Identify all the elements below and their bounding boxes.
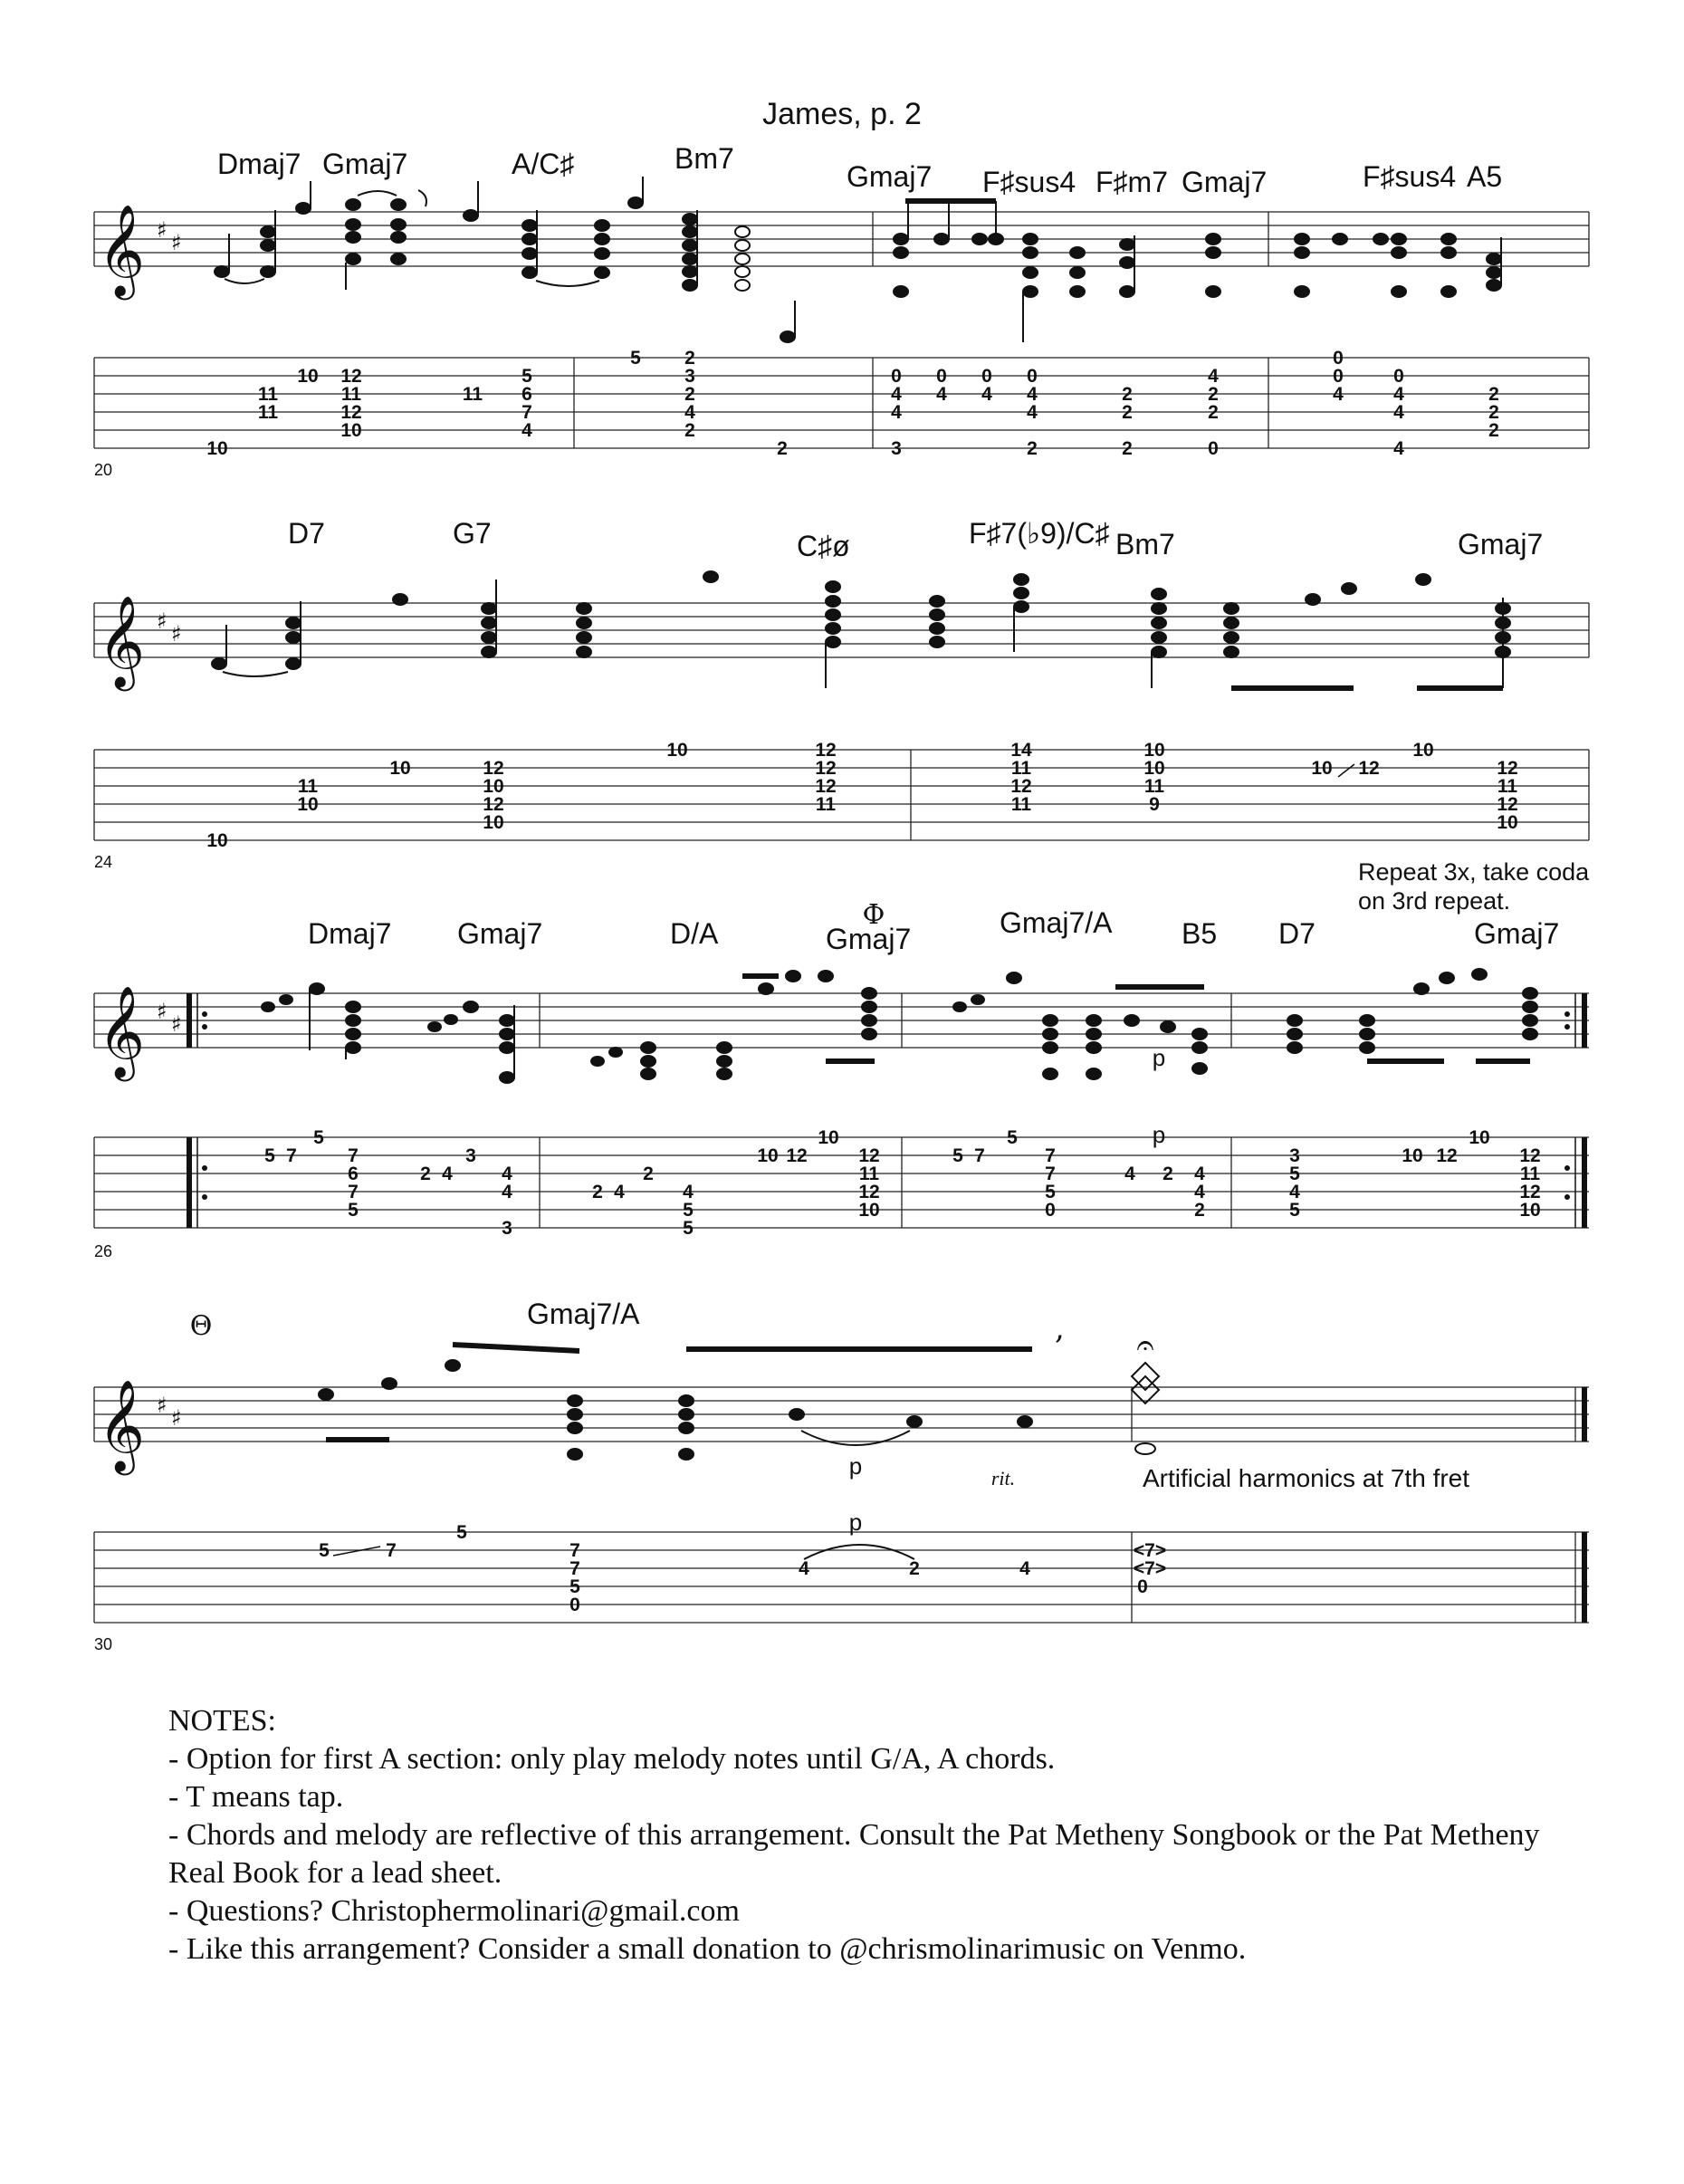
tab-fret-number: 5 xyxy=(1045,1182,1056,1202)
measure-number: 20 xyxy=(94,461,113,479)
tab-fret-number: 2 xyxy=(1488,402,1499,423)
treble-clef-icon: 𝄞 xyxy=(98,1378,146,1471)
tab-fret-number: 7 xyxy=(1045,1164,1056,1184)
tab-fret-number: 2 xyxy=(1208,402,1219,423)
tab-fret-number: 12 xyxy=(815,776,837,797)
tab-fret-number: 0 xyxy=(1208,438,1219,459)
tab-fret-number: 5 xyxy=(1289,1164,1300,1184)
tab-fret-number: 4 xyxy=(684,402,695,423)
pull-off-mark: p xyxy=(1152,1121,1166,1148)
tab-fret-number: 5 xyxy=(683,1200,694,1221)
tab-fret-number: 0 xyxy=(1333,348,1344,369)
tab-fret-number: 4 xyxy=(1393,438,1404,459)
tab-fret-number: 12 xyxy=(340,402,362,423)
tab-fret-number: 12 xyxy=(1436,1145,1458,1166)
tab-fret-number: 10 xyxy=(1143,758,1165,779)
tab-fret-number: <7> xyxy=(1133,1558,1167,1579)
tab-fret-number: 12 xyxy=(1519,1182,1541,1202)
tab-fret-number: 10 xyxy=(297,366,319,387)
tab-fret-number: 0 xyxy=(1027,366,1038,387)
tab-fret-number: 11 xyxy=(1519,1164,1541,1184)
tab-fret-number: <7> xyxy=(1133,1540,1167,1561)
tab-numbers xyxy=(264,1127,1541,1239)
tab-fret-number: 4 xyxy=(981,384,992,405)
tab-fret-number: 7 xyxy=(1045,1145,1056,1166)
system-4 xyxy=(94,1298,1589,1653)
tab-fret-number: 0 xyxy=(1137,1576,1148,1597)
tab-fret-number: 5 xyxy=(683,1218,694,1239)
tab-fret-number: 7 xyxy=(569,1540,580,1561)
tab-fret-number: 4 xyxy=(1289,1182,1300,1202)
tab-fret-number: 4 xyxy=(683,1182,694,1202)
tab-fret-number: 4 xyxy=(1194,1182,1205,1202)
tab-fret-number: 12 xyxy=(483,794,504,815)
tab-fret-number: 11 xyxy=(1497,776,1518,797)
tab-fret-number: 2 xyxy=(1122,402,1133,423)
tab-fret-number: 12 xyxy=(1497,794,1518,815)
tab-fret-number: 4 xyxy=(521,420,532,441)
tab-fret-number: 7 xyxy=(386,1540,397,1561)
tab-fret-number: 7 xyxy=(286,1145,297,1166)
tab-fret-number: 4 xyxy=(891,384,902,405)
tab-fret-number: 2 xyxy=(1122,384,1133,405)
repeat-annotation: Repeat 3x, take coda xyxy=(1358,858,1590,886)
tab-fret-number: 2 xyxy=(909,1558,920,1579)
pull-off-mark: p xyxy=(848,1509,863,1536)
tab-fret-number: 7 xyxy=(348,1145,359,1166)
tab-fret-number: 4 xyxy=(1027,384,1038,405)
page-title: James, p. 2 xyxy=(762,97,922,131)
tab-fret-number: 12 xyxy=(815,758,837,779)
tab-fret-number: 10 xyxy=(1402,1145,1423,1166)
tab-fret-number: 12 xyxy=(815,740,837,761)
tab-fret-number: 2 xyxy=(1122,438,1133,459)
key-signature-icon: ♯ xyxy=(171,1011,182,1037)
tab-fret-number: 5 xyxy=(313,1127,324,1148)
tab-fret-number: 10 xyxy=(483,812,504,833)
tab-fret-number: 5 xyxy=(952,1145,963,1166)
chord-symbol: Gmaj7 xyxy=(826,923,912,955)
tab-numbers xyxy=(206,348,1499,459)
tab-fret-number: 2 xyxy=(684,420,695,441)
tab-fret-number: 11 xyxy=(297,776,319,797)
key-signature-icon: ♯ xyxy=(171,230,182,255)
system-2 xyxy=(94,517,1589,871)
chord-symbol: F♯sus4 xyxy=(1363,160,1457,193)
tab-fret-number: 5 xyxy=(521,366,532,387)
tab-fret-number: 0 xyxy=(1393,366,1404,387)
chord-symbol: A/C♯ xyxy=(512,148,575,180)
tab-fret-number: 12 xyxy=(858,1145,880,1166)
tab-numbers xyxy=(206,740,1517,851)
tab-fret-number: 2 xyxy=(420,1164,431,1184)
tab-fret-number: 11 xyxy=(1143,776,1165,797)
tab-fret-number: 7 xyxy=(521,402,532,423)
chord-symbol: A5 xyxy=(1467,160,1503,193)
chord-symbol: D7 xyxy=(288,517,325,550)
notation-marks xyxy=(319,1345,1159,1460)
ritardando-mark: rit. xyxy=(990,1467,1016,1490)
tab-fret-number: 2 xyxy=(684,384,695,405)
tab-fret-number: 4 xyxy=(1027,402,1038,423)
note-item: - Chords and melody are reflective of this arrangement. Consult the Pat Metheny Songbook or the Pat Metheny Real Book for a lead sheet. xyxy=(168,1818,1540,1890)
tab-fret-number: 10 xyxy=(818,1127,839,1148)
chord-symbol: F♯sus4 xyxy=(982,166,1076,198)
tab-fret-number: 2 xyxy=(1194,1200,1205,1221)
chord-symbol: Bm7 xyxy=(675,142,734,175)
tab-fret-number: 6 xyxy=(348,1164,359,1184)
tab-fret-number: 10 xyxy=(1143,740,1165,761)
treble-clef-icon: 𝄞 xyxy=(98,594,146,687)
tab-fret-number: 4 xyxy=(442,1164,453,1184)
chord-symbol: D/A xyxy=(670,917,719,950)
tab-fret-number: 4 xyxy=(614,1182,625,1202)
chord-symbol: Gmaj7 xyxy=(1474,917,1560,950)
fermata-icon: 𝄐 xyxy=(1136,1327,1154,1364)
tab-fret-number: 11 xyxy=(340,384,362,405)
tab-fret-number: 3 xyxy=(465,1145,476,1166)
tab-fret-number: 4 xyxy=(891,402,902,423)
tab-fret-number: 4 xyxy=(1208,366,1219,387)
chord-symbol: C♯ø xyxy=(797,530,850,562)
chord-symbol: Gmaj7 xyxy=(847,160,933,193)
chord-symbol: F♯m7 xyxy=(1096,166,1168,198)
tab-fret-number: 5 xyxy=(569,1576,580,1597)
tab-fret-number: 10 xyxy=(1497,812,1518,833)
chord-symbol: Gmaj7 xyxy=(1458,528,1544,560)
tab-fret-number: 9 xyxy=(1149,794,1160,815)
tab-fret-number: 11 xyxy=(1010,758,1032,779)
tab-fret-number: 0 xyxy=(936,366,947,387)
tab-fret-number: 0 xyxy=(1045,1200,1056,1221)
tab-fret-number: 4 xyxy=(1393,402,1404,423)
tab-fret-number: 5 xyxy=(348,1200,359,1221)
chord-symbol: Gmaj7 xyxy=(1182,166,1268,198)
repeat-annotation: on 3rd repeat. xyxy=(1358,887,1511,915)
tab-fret-number: 12 xyxy=(1010,776,1032,797)
tab-fret-number: 4 xyxy=(502,1182,512,1202)
measure-number: 24 xyxy=(94,853,113,871)
tab-fret-number: 5 xyxy=(456,1522,467,1543)
tab-fret-number: 2 xyxy=(643,1164,654,1184)
chord-symbol: Gmaj7/A xyxy=(527,1298,640,1330)
tab-fret-number: 2 xyxy=(1027,438,1038,459)
key-signature-icon: ♯ xyxy=(171,621,182,647)
tab-fret-number: 0 xyxy=(981,366,992,387)
note-item: - Like this arrangement? Consider a small donation to @chrismolinarimusic on Venmo. xyxy=(168,1932,1247,1966)
key-signature-icon: ♯ xyxy=(171,1405,182,1431)
tab-fret-number: 11 xyxy=(462,384,483,405)
tab-fret-number: 4 xyxy=(1124,1164,1135,1184)
treble-clef-icon: 𝄞 xyxy=(98,203,146,296)
tab-fret-number: 2 xyxy=(1488,384,1499,405)
tab-fret-number: 2 xyxy=(684,348,695,369)
tab-fret-number: 11 xyxy=(257,402,279,423)
tab-fret-number: 10 xyxy=(1412,740,1434,761)
chord-symbol: Bm7 xyxy=(1115,528,1175,560)
tab-fret-number: 0 xyxy=(569,1595,580,1615)
tab-fret-number: 10 xyxy=(206,438,228,459)
pull-off-mark: p xyxy=(848,1452,863,1480)
measure-number: 30 xyxy=(94,1635,113,1653)
coda-icon: Ф xyxy=(862,899,885,931)
chord-symbol: Dmaj7 xyxy=(217,148,301,180)
tab-fret-number: 10 xyxy=(1519,1200,1541,1221)
tab-fret-number: 6 xyxy=(521,384,532,405)
chord-symbol: G7 xyxy=(453,517,492,550)
tab-fret-number: 2 xyxy=(1488,420,1499,441)
harmonics-note: Artificial harmonics at 7th fret xyxy=(1143,1464,1470,1492)
breath-mark-icon: , xyxy=(1055,1310,1065,1346)
note-item: - T means tap. xyxy=(168,1780,344,1814)
system-3 xyxy=(94,858,1590,1260)
tab-fret-number: 2 xyxy=(777,438,788,459)
notes-heading: NOTES: xyxy=(168,1704,276,1738)
tab-fret-number: 10 xyxy=(666,740,688,761)
tab-fret-number: 12 xyxy=(483,758,504,779)
chord-symbol: Gmaj7 xyxy=(322,148,408,180)
tab-fret-number: 3 xyxy=(684,366,695,387)
tab-fret-number: 10 xyxy=(1311,758,1333,779)
coda-icon: Θ xyxy=(189,1310,213,1342)
tab-fret-number: 3 xyxy=(891,438,902,459)
note-item: - Option for first A section: only play melody notes until G/A, A chords. xyxy=(168,1742,1056,1776)
measure-number: 26 xyxy=(94,1242,113,1260)
tab-fret-number: 7 xyxy=(348,1182,359,1202)
tab-fret-number: 12 xyxy=(1519,1145,1541,1166)
tab-fret-number: 10 xyxy=(757,1145,779,1166)
tab-fret-number: 10 xyxy=(340,420,362,441)
tab-fret-number: 3 xyxy=(1289,1145,1300,1166)
tab-fret-number: 10 xyxy=(389,758,411,779)
tab-fret-number: 5 xyxy=(264,1145,275,1166)
key-signature-icon: ♯ xyxy=(157,1393,167,1418)
tab-fret-number: 11 xyxy=(815,794,837,815)
tab-fret-number: 12 xyxy=(786,1145,808,1166)
tab-fret-number: 4 xyxy=(936,384,947,405)
tab-fret-number: 4 xyxy=(1393,384,1404,405)
tab-fret-number: 0 xyxy=(891,366,902,387)
chord-symbol: B5 xyxy=(1182,917,1218,950)
tab-fret-number: 4 xyxy=(502,1164,512,1184)
chord-symbol: D7 xyxy=(1278,917,1316,950)
system-1 xyxy=(94,142,1589,479)
tab-fret-number: 12 xyxy=(1497,758,1518,779)
tab-fret-number: 11 xyxy=(257,384,279,405)
tab-fret-number: 12 xyxy=(340,366,362,387)
chord-symbol: Dmaj7 xyxy=(308,917,392,950)
chord-symbol: Gmaj7 xyxy=(457,917,543,950)
tab-fret-number: 10 xyxy=(1469,1127,1490,1148)
tab-fret-number: 10 xyxy=(206,830,228,851)
treble-clef-icon: 𝄞 xyxy=(98,984,146,1078)
notes-section xyxy=(168,1702,1581,1968)
chord-symbol: F♯7(♭9)/C♯ xyxy=(969,517,1110,550)
tab-fret-number: 12 xyxy=(858,1182,880,1202)
tab-fret-number: 4 xyxy=(1333,384,1344,405)
notation-marks xyxy=(262,969,1537,1083)
tab-fret-number: 10 xyxy=(297,794,319,815)
tab-fret-number: 11 xyxy=(858,1164,880,1184)
tab-fret-number: 5 xyxy=(319,1540,330,1561)
tab-fret-number: 0 xyxy=(1333,366,1344,387)
tab-fret-number: 14 xyxy=(1010,740,1032,761)
tab-fret-number: 7 xyxy=(569,1558,580,1579)
note-item: - Questions? Christophermolinari@gmail.com xyxy=(168,1894,740,1928)
tab-fret-number: 2 xyxy=(1208,384,1219,405)
tab-fret-number: 5 xyxy=(1007,1127,1018,1148)
tab-fret-number: 4 xyxy=(1019,1558,1030,1579)
key-signature-icon: ♯ xyxy=(157,608,167,634)
tab-fret-number: 7 xyxy=(974,1145,985,1166)
tab-fret-number: 11 xyxy=(1010,794,1032,815)
pull-off-mark: p xyxy=(1152,1044,1166,1071)
key-signature-icon: ♯ xyxy=(157,999,167,1024)
tab-fret-number: 2 xyxy=(592,1182,603,1202)
tab-fret-number: 3 xyxy=(502,1218,512,1239)
tab-fret-number: 2 xyxy=(1163,1164,1173,1184)
tab-fret-number: 4 xyxy=(799,1558,809,1579)
tab-fret-number: 5 xyxy=(630,348,641,369)
tab-fret-number: 10 xyxy=(858,1200,880,1221)
tab-fret-number: 5 xyxy=(1289,1200,1300,1221)
key-signature-icon: ♯ xyxy=(157,217,167,243)
tab-fret-number: 10 xyxy=(483,776,504,797)
notation-marks xyxy=(215,177,1501,342)
tab-fret-number: 12 xyxy=(1358,758,1380,779)
chord-symbol: Gmaj7/A xyxy=(1000,906,1113,939)
tab-fret-number: 4 xyxy=(1194,1164,1205,1184)
